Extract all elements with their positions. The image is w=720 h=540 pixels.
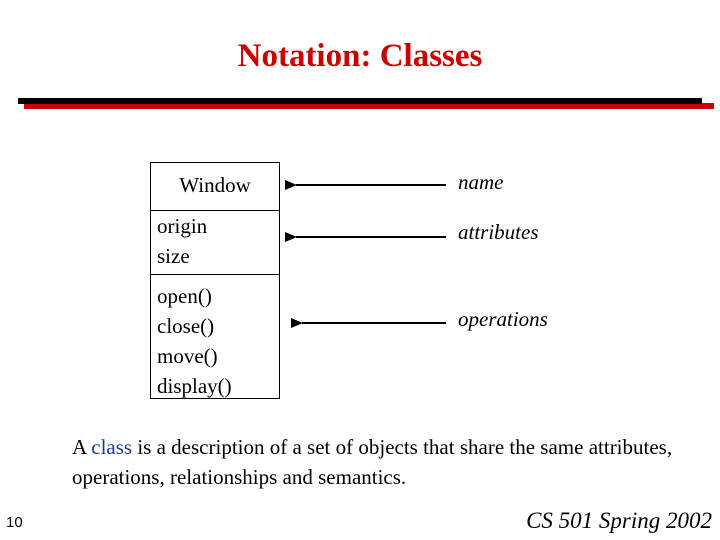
definition-suffix: is a description of a set of objects that share the same attributes, operations, relationships and semantics.: [72, 435, 673, 489]
slide-title: Notation: Classes: [237, 38, 483, 74]
attributes-label: attributes: [458, 220, 539, 244]
definition-keyword: class: [91, 435, 133, 459]
attribute-item: size: [157, 244, 190, 268]
operation-item: close(): [157, 314, 215, 338]
class-name: Window: [179, 173, 251, 197]
course-footer: CS 501 Spring 2002: [526, 508, 712, 533]
operation-item: open(): [157, 284, 212, 308]
operation-item: move(): [157, 344, 218, 368]
definition-prefix: A: [72, 435, 92, 459]
class-definition-text: [72, 432, 692, 492]
name-label: name: [458, 170, 504, 194]
operation-item: display(): [157, 374, 232, 398]
page-number: 10: [6, 514, 23, 531]
attribute-item: origin: [157, 214, 208, 238]
operations-label: operations: [458, 307, 548, 331]
